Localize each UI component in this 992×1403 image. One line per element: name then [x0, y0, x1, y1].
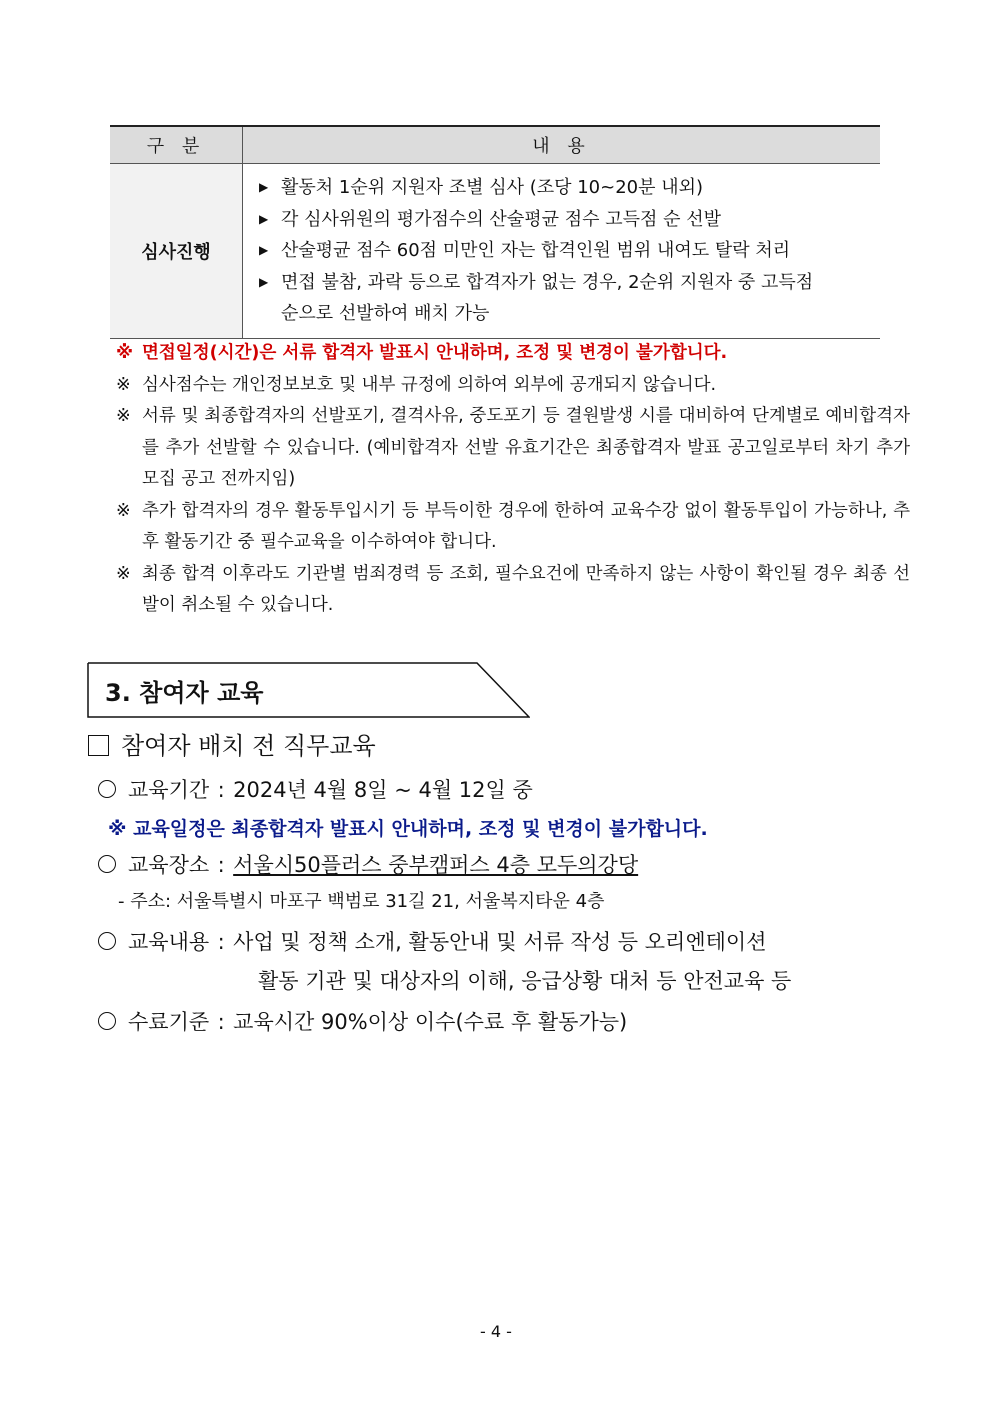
- criteria-label: 수료기준: [128, 1010, 210, 1034]
- reference-mark-icon: ※: [116, 500, 131, 521]
- note-text: 심사점수는 개인정보보호 및 내부 규정에 의하여 외부에 공개되지 않습니다.: [142, 374, 717, 395]
- content-line: 활동 기관 및 대상자의 이해, 응급상황 대처 등 안전교육 등: [258, 969, 792, 993]
- colon: :: [217, 853, 225, 877]
- reference-mark-icon: ※: [116, 374, 131, 395]
- education-period: [98, 771, 533, 809]
- row-content: [243, 164, 881, 339]
- address: - 주소: 서울특별시 마포구 백범로 31길 21, 서울복지타운 4층: [118, 891, 605, 912]
- circle-bullet-icon: [98, 932, 116, 950]
- bullet-text: 산술평균 점수 60점 미만인 자는 합격인원 범위 내여도 탈락 처리: [281, 240, 791, 261]
- bullet-item: [257, 235, 872, 267]
- place-label: 교육장소: [128, 853, 210, 877]
- period-label: 교육기간: [128, 778, 210, 802]
- education-content: [98, 923, 767, 961]
- period-value: 2024년 4월 8일 ~ 4월 12일 중: [233, 778, 533, 802]
- note-item: [110, 338, 910, 370]
- note-item: [110, 401, 910, 496]
- circle-bullet-icon: [98, 1012, 116, 1030]
- triangle-bullet-icon: ▶: [259, 180, 269, 194]
- notes-list: [110, 338, 910, 622]
- subsection-heading: [88, 726, 376, 766]
- colon: :: [217, 1010, 225, 1034]
- reference-mark-icon: ※: [116, 563, 131, 584]
- content-label: 교육내용: [128, 930, 210, 954]
- note-text: 추가 합격자의 경우 활동투입시기 등 부득이한 경우에 한하여 교육수강 없이 활동투입이 가능하나, 추후 활동기간 중 필수교육을 이수하여야 합니다.: [142, 500, 910, 552]
- reference-mark-icon: ※: [116, 343, 134, 363]
- table-row: [110, 164, 880, 339]
- row-label: 심사진행: [110, 164, 243, 339]
- note-item: [110, 496, 910, 559]
- section-title: 3. 참여자 교육: [105, 679, 264, 707]
- note-text: 서류 및 최종합격자의 선발포기, 결격사유, 중도포기 등 결원발생 시를 대비하여 단계별로 예비합격자를 추가 선발할 수 있습니다. (예비합격자 선발 유효기간은 최종합격자 발표 공고일로부터 차기 추가모집 공고 전까지임): [142, 406, 910, 489]
- subsection-title: 참여자 배치 전 직무교육: [121, 732, 376, 760]
- bullet-text-continued: 순으로 선발하여 배치 가능: [281, 303, 490, 324]
- education-content-continued: [258, 962, 791, 1000]
- note-item: [110, 559, 910, 622]
- schedule-note: ※ 교육일정은 최종합격자 발표시 안내하며, 조정 및 변경이 불가합니다.: [108, 818, 708, 840]
- bullet-item: [257, 267, 872, 330]
- bullet-item: [257, 172, 872, 204]
- table-header-content: 내 용: [243, 126, 881, 164]
- place-value: 서울시50플러스 중부캠퍼스 4층 모두의강당: [233, 853, 639, 877]
- table-header-row: [110, 126, 880, 164]
- table-header-category: 구 분: [110, 126, 243, 164]
- note-item: [110, 370, 910, 402]
- bullet-item: [257, 204, 872, 236]
- review-table: [110, 125, 880, 339]
- circle-bullet-icon: [98, 780, 116, 798]
- bullet-text: 활동처 1순위 지원자 조별 심사 (조당 10~20분 내외): [281, 177, 704, 198]
- content-line: 사업 및 정책 소개, 활동안내 및 서류 작성 등 오리엔테이션: [233, 930, 767, 954]
- triangle-bullet-icon: ▶: [259, 211, 269, 226]
- note-text: 면접일정(시간)은 서류 합격자 발표시 안내하며, 조정 및 변경이 불가합니다.: [142, 343, 728, 363]
- circle-bullet-icon: [98, 855, 116, 873]
- square-checkbox-icon: [88, 735, 109, 756]
- triangle-bullet-icon: ▶: [259, 243, 269, 257]
- bullet-text: 각 심사위원의 평가점수의 산술평균 점수 고득점 순 선발: [281, 208, 721, 230]
- section-heading-box: [87, 662, 530, 718]
- triangle-bullet-icon: ▶: [259, 274, 269, 289]
- criteria-value: 교육시간 90%이상 이수(수료 후 활동가능): [233, 1010, 628, 1034]
- colon: :: [217, 778, 225, 802]
- page-number: - 4 -: [480, 1322, 512, 1341]
- note-text: 최종 합격 이후라도 기관별 범죄경력 등 조회, 필수요건에 만족하지 않는 사항이 확인될 경우 최종 선발이 취소될 수 있습니다.: [142, 563, 910, 615]
- completion-criteria: [98, 1003, 627, 1041]
- education-place: [98, 846, 638, 884]
- bullet-text: 면접 불참, 과락 등으로 합격자가 없는 경우, 2순위 지원자 중 고득점: [281, 271, 814, 293]
- reference-mark-icon: ※: [116, 406, 131, 426]
- colon: :: [217, 930, 225, 954]
